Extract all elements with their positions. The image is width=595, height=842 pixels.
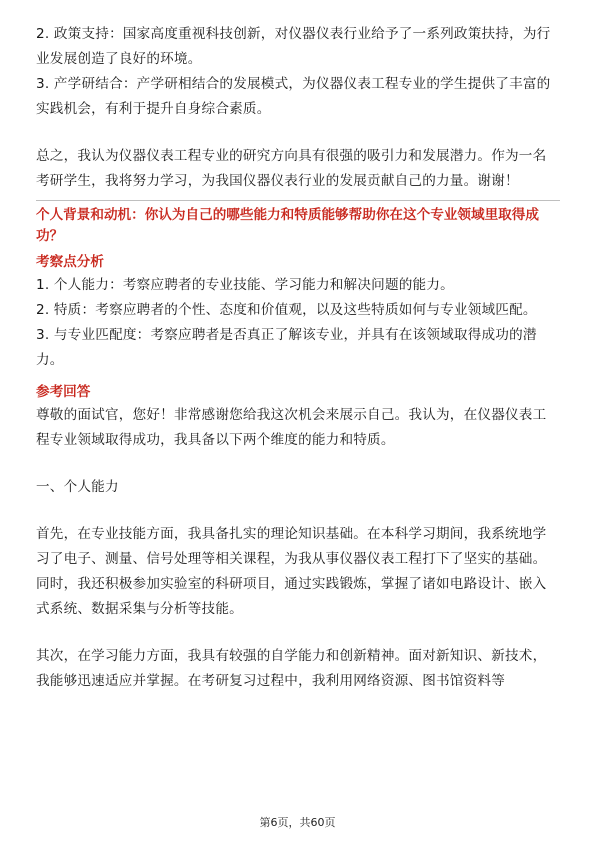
analysis-item-2: 2. 特质：考察应聘者的个性、态度和价值观，以及这些特质如何与专业领域匹配。 bbox=[36, 302, 537, 318]
policy-support-paragraph: 2. 政策支持：国家高度重视科技创新，对仪器仪表行业给予了一系列政策扶持，为行业发展创造了良好的环境。 bbox=[36, 26, 551, 67]
page-number: 第6页，共60页 bbox=[259, 816, 336, 829]
learning-ability-paragraph: 其次，在学习能力方面，我具有较强的自学能力和创新精神。面对新知识、新技术，我能够迅速适应并掌握。在考研复习过程中，我利用网络资源、图书馆资料等 bbox=[36, 648, 547, 689]
industry-academia-paragraph: 3. 产学研结合：产学研相结合的发展模式，为仪器仪表工程专业的学生提供了丰富的实践机会，有利于提升自身综合素质。 bbox=[36, 76, 551, 117]
analysis-heading: 考察点分析 bbox=[36, 254, 104, 270]
analysis-item-1: 1. 个人能力：考察应聘者的专业技能、学习能力和解决问题的能力。 bbox=[36, 277, 454, 293]
section-divider bbox=[36, 200, 560, 201]
conclusion-paragraph: 总之，我认为仪器仪表工程专业的研究方向具有很强的吸引力和发展潜力。作为一名考研学生，我将努力学习，为我国仪器仪表行业的发展贡献自己的力量。谢谢！ bbox=[36, 148, 547, 189]
document-body bbox=[36, 22, 560, 694]
section-heading-personal-ability: 一、个人能力 bbox=[36, 479, 119, 495]
answer-opening-paragraph: 尊敬的面试官，您好！非常感谢您给我这次机会来展示自己。我认为，在仪器仪表工程专业领域取得成功，我具备以下两个维度的能力和特质。 bbox=[36, 407, 547, 448]
answer-heading: 参考回答 bbox=[36, 384, 91, 400]
analysis-item-3: 3. 与专业匹配度：考察应聘者是否真正了解该专业，并具有在该领域取得成功的潜力。 bbox=[36, 327, 537, 368]
professional-skills-paragraph: 首先，在专业技能方面，我具备扎实的理论知识基础。在本科学习期间，我系统地学习了电子、测量、信号处理等相关课程，为我从事仪器仪表工程打下了坚实的基础。同时，我还积极参加实验室的科研项目，通过实践锻炼，掌握了诸如电路设计、嵌入式系统、数据采集与分析等技能。 bbox=[36, 526, 547, 617]
question-heading: 个人背景和动机：你认为自己的哪些能力和特质能够帮助你在这个专业领域里取得成功？ bbox=[36, 207, 539, 244]
